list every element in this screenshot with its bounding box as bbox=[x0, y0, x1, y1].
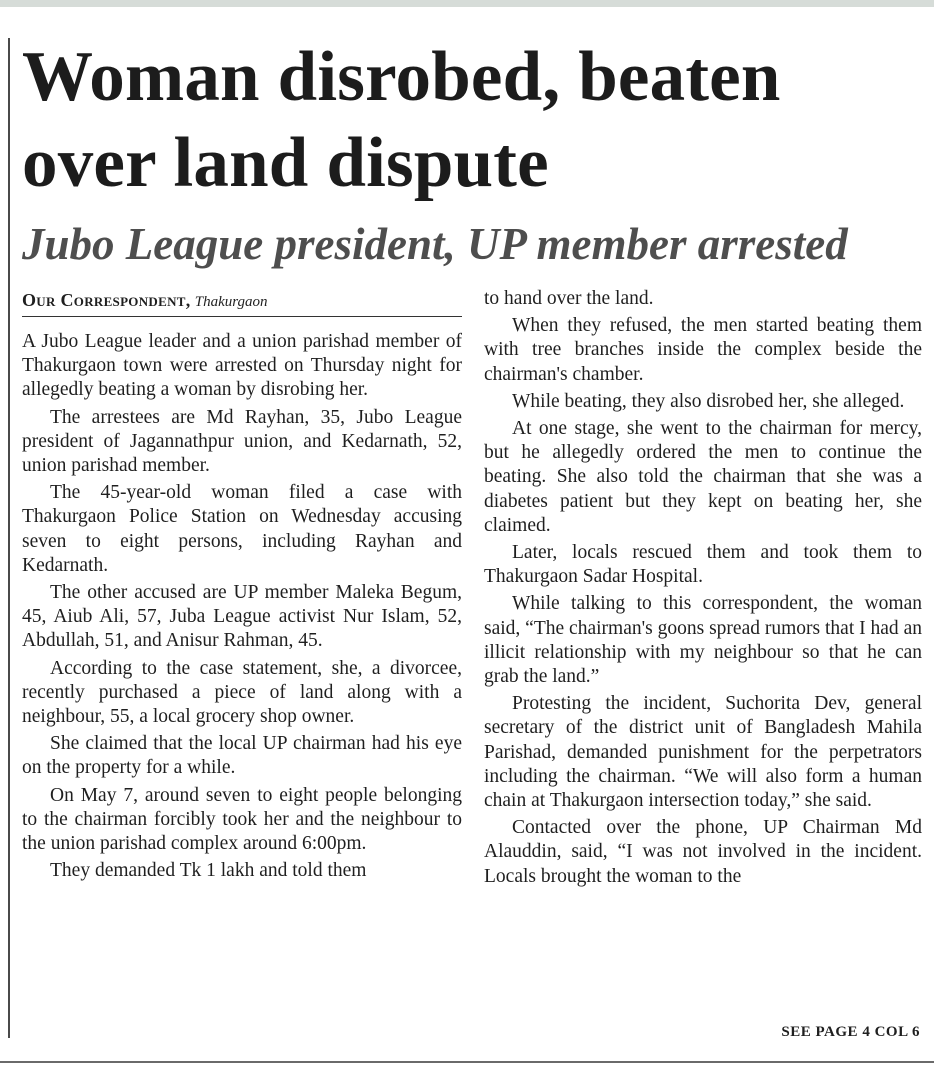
paragraph: A Jubo League leader and a union parishad member of Thakurgaon town were arrested on Thursday night for allegedly beating a woman by disrobing her. bbox=[22, 331, 462, 401]
column-border-left bbox=[8, 38, 10, 1038]
article-column-2 bbox=[484, 287, 922, 892]
paragraph: The arrestees are Md Rayhan, 35, Jubo League president of Jagannathpur union, and Kedarnath, 52, union parishad member. bbox=[22, 406, 462, 477]
bottom-page-rule bbox=[0, 1061, 934, 1063]
paragraph: Protesting the incident, Suchorita Dev, general secretary of the district unit of Bangladesh Mahila Parishad, demanded punishment for the perpetrators including the chairman. “We will also form a human chain at Thakurgaon intersection today,” she said. bbox=[484, 693, 922, 812]
headline: Woman disrobed, beaten over land dispute bbox=[22, 38, 781, 202]
byline-divider bbox=[22, 316, 462, 317]
paragraph: Later, locals rescued them and took them to Thakurgaon Sadar Hospital. bbox=[484, 542, 922, 588]
paragraph: Contacted over the phone, UP Chairman Md Alauddin, said, “I was not involved in the incident. Locals brought the woman to the bbox=[484, 817, 922, 887]
paragraph: The 45-year-old woman filed a case with Thakurgaon Police Station on Wednesday accusing seven to eight persons, including Rayhan and Kedarnath. bbox=[22, 482, 462, 576]
paragraph: At one stage, she went to the chairman for mercy, but he allegedly ordered the men to continue the beating. She also told the chairman that she was a diabetes patient but they kept on beating her, she claimed. bbox=[484, 418, 922, 536]
paragraph: She claimed that the local UP chairman had his eye on the property for a while. bbox=[22, 733, 462, 779]
top-page-strip bbox=[0, 0, 934, 7]
paragraph: While beating, they also disrobed her, she alleged. bbox=[512, 390, 905, 412]
continuation-jump-line: SEE PAGE 4 COL 6 bbox=[781, 1024, 920, 1040]
article-column-1 bbox=[22, 330, 462, 886]
byline bbox=[22, 290, 462, 312]
paragraph: When they refused, the men started beating them with tree branches inside the complex beside the chairman's chamber. bbox=[484, 315, 922, 385]
paragraph: They demanded Tk 1 lakh and told them bbox=[50, 860, 367, 882]
paragraph: On May 7, around seven to eight people belonging to the chairman forcibly took her and the neighbour to the union parishad complex around 6:00pm. bbox=[22, 784, 462, 855]
byline-author: Our Correspondent, bbox=[22, 290, 191, 310]
subheadline: Jubo League president, UP member arrested bbox=[22, 219, 848, 269]
paragraph-continuation: to hand over the land. bbox=[484, 288, 654, 309]
paragraph: According to the case statement, she, a divorcee, recently purchased a piece of land along with a neighbour, 55, a local grocery shop owner. bbox=[22, 657, 462, 728]
byline-location: Thakurgaon bbox=[194, 294, 268, 310]
paragraph: While talking to this correspondent, the woman said, “The chairman's goons spread rumors that I had an illicit relationship with my neighbour so that he can grab the land.” bbox=[484, 593, 922, 688]
paragraph: The other accused are UP member Maleka Begum, 45, Aiub Ali, 57, Juba League activist Nur Islam, 52, Abdullah, 51, and Anisur Rahman, 45. bbox=[22, 582, 462, 652]
